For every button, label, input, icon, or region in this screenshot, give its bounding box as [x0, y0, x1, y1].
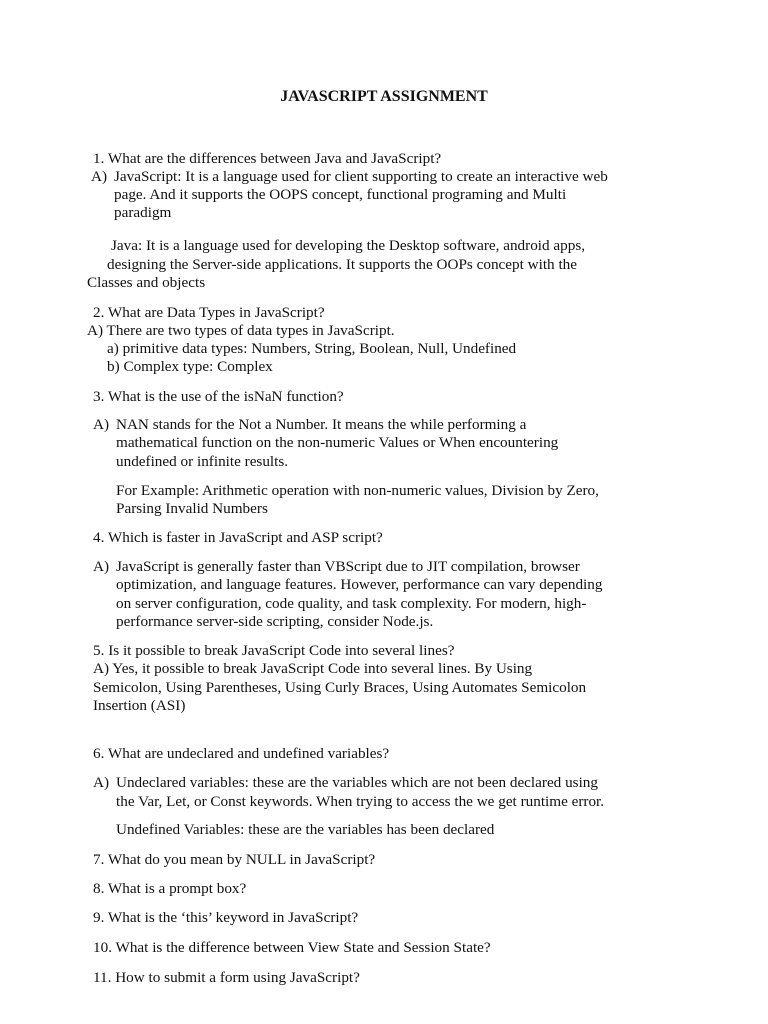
answer-2-line-2: a) primitive data types: Numbers, String, Boolean, Null, Undefined [107, 340, 517, 357]
answer-1-line-1: JavaScript: It is a language used for client supporting to create an interactive web [114, 168, 608, 185]
answer-3-example-line-2: Parsing Invalid Numbers [116, 500, 268, 517]
answer-marker-3: A) [93, 416, 110, 433]
answer-4-line-1: JavaScript is generally faster than VBScript due to JIT compilation, browser [116, 558, 580, 575]
question-9: 9. What is the ‘this’ keyword in JavaScript? [93, 909, 359, 926]
answer-2-line-3: b) Complex type: Complex [107, 358, 273, 375]
answer-3-example-line-1: For Example: Arithmetic operation with non-numeric values, Division by Zero, [116, 482, 599, 499]
answer-marker-1: A) [91, 168, 108, 185]
question-4: 4. Which is faster in JavaScript and ASP script? [93, 529, 383, 546]
answer-6-line-3: Undefined Variables: these are the variables has been declared [116, 821, 495, 838]
answer-marker-4: A) [93, 558, 110, 575]
answer-4-line-3: on server configuration, code quality, and task complexity. For modern, high- [116, 595, 587, 612]
answer-5-line-2: Semicolon, Using Parentheses, Using Curly Braces, Using Automates Semicolon [93, 679, 587, 696]
document-title: JAVASCRIPT ASSIGNMENT [280, 88, 488, 105]
answer-3-line-3: undefined or infinite results. [116, 453, 289, 470]
question-1: 1. What are the differences between Java and JavaScript? [93, 150, 442, 167]
answer-4-line-4: performance server-side scripting, consider Node.js. [116, 613, 434, 630]
question-3: 3. What is the use of the isNaN function? [93, 388, 344, 405]
answer-1-java-line-3: Classes and objects [87, 274, 206, 291]
answer-1-line-3: paradigm [114, 204, 172, 221]
answer-6-line-2: the Var, Let, or Const keywords. When trying to access the we get runtime error. [116, 793, 605, 810]
answer-2-line-1: A) There are two types of data types in JavaScript. [87, 322, 395, 339]
answer-4-line-2: optimization, and language features. However, performance can vary depending [116, 576, 603, 593]
question-7: 7. What do you mean by NULL in JavaScript? [93, 851, 376, 868]
answer-5-line-1: A) Yes, it possible to break JavaScript Code into several lines. By Using [93, 660, 533, 677]
question-2: 2. What are Data Types in JavaScript? [93, 304, 325, 321]
question-8: 8. What is a prompt box? [93, 880, 247, 897]
answer-marker-6: A) [93, 774, 110, 791]
answer-6-line-1: Undeclared variables: these are the variables which are not been declared using [116, 774, 598, 791]
question-11: 11. How to submit a form using JavaScript? [93, 969, 360, 986]
answer-5-line-3: Insertion (ASI) [93, 697, 186, 714]
question-5: 5. Is it possible to break JavaScript Code into several lines? [93, 642, 455, 659]
answer-3-line-2: mathematical function on the non-numeric Values or When encountering [116, 434, 559, 451]
question-6: 6. What are undeclared and undefined variables? [93, 745, 390, 762]
answer-1-java-line-2: designing the Server-side applications. It supports the OOPs concept with the [107, 256, 577, 273]
answer-1-line-2: page. And it supports the OOPS concept, functional programing and Multi [114, 186, 567, 203]
answer-3-line-1: NAN stands for the Not a Number. It means the while performing a [116, 416, 527, 433]
answer-1-java-line-1: Java: It is a language used for developing the Desktop software, android apps, [111, 237, 586, 254]
question-10: 10. What is the difference between View State and Session State? [93, 939, 491, 956]
